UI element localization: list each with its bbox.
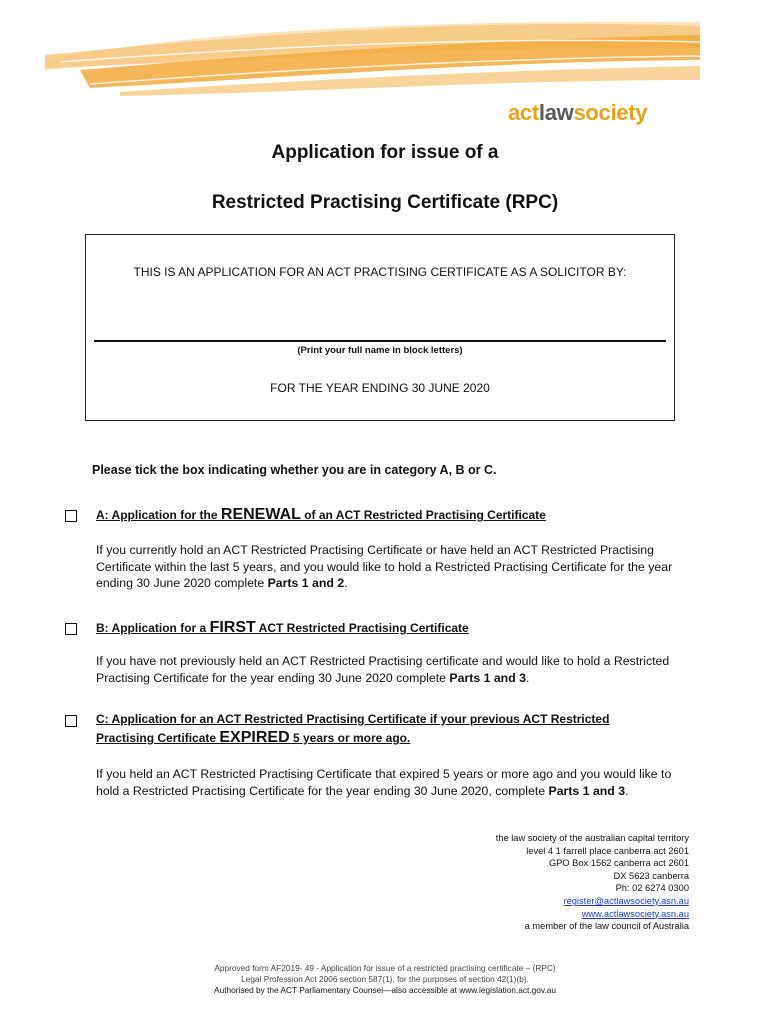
logo-part-act: act bbox=[508, 100, 539, 125]
checkbox-category-a[interactable] bbox=[65, 510, 77, 522]
checkbox-category-b[interactable] bbox=[65, 623, 77, 635]
category-b-heading-text-end: ACT Restricted Practising Certificate bbox=[255, 621, 469, 635]
category-a-heading-text-end: of an ACT Restricted Practising Certificate bbox=[300, 508, 546, 522]
category-c-body-end: . bbox=[625, 783, 629, 798]
category-c-body: If you held an ACT Restricted Practising Certificate that expired 5 years or more ago and you would like to hold a Restricted Practising Certificate for the year ending 30 June 2020, complete bbox=[96, 767, 672, 798]
logo-part-law: law bbox=[538, 100, 574, 125]
footer-legal-reference: Legal Profession Act 2006 section 587(1), for the purposes of section 42(1)(b). bbox=[241, 974, 529, 984]
name-hint: (Print your full name in block letters) bbox=[297, 345, 463, 356]
category-b-heading-text: B: Application for a bbox=[96, 621, 210, 635]
checkbox-category-c[interactable] bbox=[65, 715, 77, 727]
footer-authorisation: Authorised by the ACT Parliamentary Counsel—also accessible at www.legislation.act.gov.au bbox=[214, 985, 556, 995]
address-phone: Ph: 02 6274 0300 bbox=[615, 883, 689, 894]
address-po-box: GPO Box 1562 canberra act 2601 bbox=[548, 858, 689, 869]
form-footer bbox=[0, 963, 770, 996]
actlawsociety-logo bbox=[508, 100, 647, 126]
category-a-heading bbox=[96, 506, 546, 524]
category-a-body: If you currently hold an ACT Restricted Practising Certificate or have held an ACT Restricted Practising Certificate within the last 5 years, and you would like to hold a Restricted Practising Certificate for the year ending 30 June 2020 complete bbox=[96, 543, 673, 590]
address-dx: DX 5623 canberra bbox=[613, 870, 689, 881]
email-link[interactable]: register@actlawsociety.asn.au bbox=[563, 895, 689, 906]
category-a-heading-text: A: Application for the bbox=[96, 508, 221, 522]
category-b-heading-emphasis: FIRST bbox=[209, 619, 256, 636]
category-c-heading-text: Practising Certificate bbox=[96, 731, 220, 745]
form-title-line-1: Application for issue of a bbox=[271, 142, 499, 163]
category-a-body-end: . bbox=[344, 576, 348, 590]
name-entry-line[interactable] bbox=[94, 340, 666, 342]
category-a-description bbox=[96, 542, 696, 592]
address-org-name: the law society of the australian capital territory bbox=[495, 833, 689, 843]
category-a-heading-emphasis: RENEWAL bbox=[220, 506, 301, 523]
category-c-description bbox=[96, 766, 696, 799]
header-banner-graphic bbox=[0, 0, 770, 110]
footer-approved-form: Approved form AF2019- 49 - Application for issue of a restricted practising certificate – (RPC) bbox=[214, 963, 556, 973]
category-b-description bbox=[96, 653, 696, 686]
category-c-heading-text-end: 5 years or more ago. bbox=[289, 731, 411, 745]
category-c-heading-line-2 bbox=[96, 729, 410, 747]
category-b-parts: Parts 1 and 3 bbox=[449, 670, 526, 685]
application-statement: THIS IS AN APPLICATION FOR AN ACT PRACTISING CERTIFICATE AS A SOLICITOR BY: bbox=[133, 265, 627, 279]
category-b-heading bbox=[96, 619, 469, 637]
category-c-heading-line-1: C: Application for an ACT Restricted Practising Certificate if your previous ACT Restricted bbox=[96, 712, 610, 726]
category-b-body-end: . bbox=[525, 670, 530, 685]
category-b-body: If you have not previously held an ACT Restricted Practising certificate and would like to hold a Restricted Practising Certificate for the year ending 30 June 2020 complete bbox=[96, 654, 670, 685]
applicant-details-box bbox=[85, 234, 675, 421]
address-street: level 4 1 farrell place canberra act 2601 bbox=[526, 845, 689, 856]
society-address-block bbox=[496, 832, 689, 933]
website-link[interactable]: www.actlawsociety.asn.au bbox=[581, 908, 689, 919]
category-c-parts: Parts 1 and 3 bbox=[548, 783, 626, 798]
logo-part-society: society bbox=[573, 100, 648, 125]
form-title-line-2: Restricted Practising Certificate (RPC) bbox=[211, 192, 559, 213]
category-instruction: Please tick the box indicating whether you are in category A, B or C. bbox=[92, 463, 497, 477]
address-member-note: a member of the law council of Australia bbox=[524, 921, 689, 932]
category-a-parts: Parts 1 and 2 bbox=[267, 576, 345, 590]
year-ending: FOR THE YEAR ENDING 30 JUNE 2020 bbox=[270, 381, 490, 395]
category-c-heading-emphasis: EXPIRED bbox=[219, 729, 290, 746]
